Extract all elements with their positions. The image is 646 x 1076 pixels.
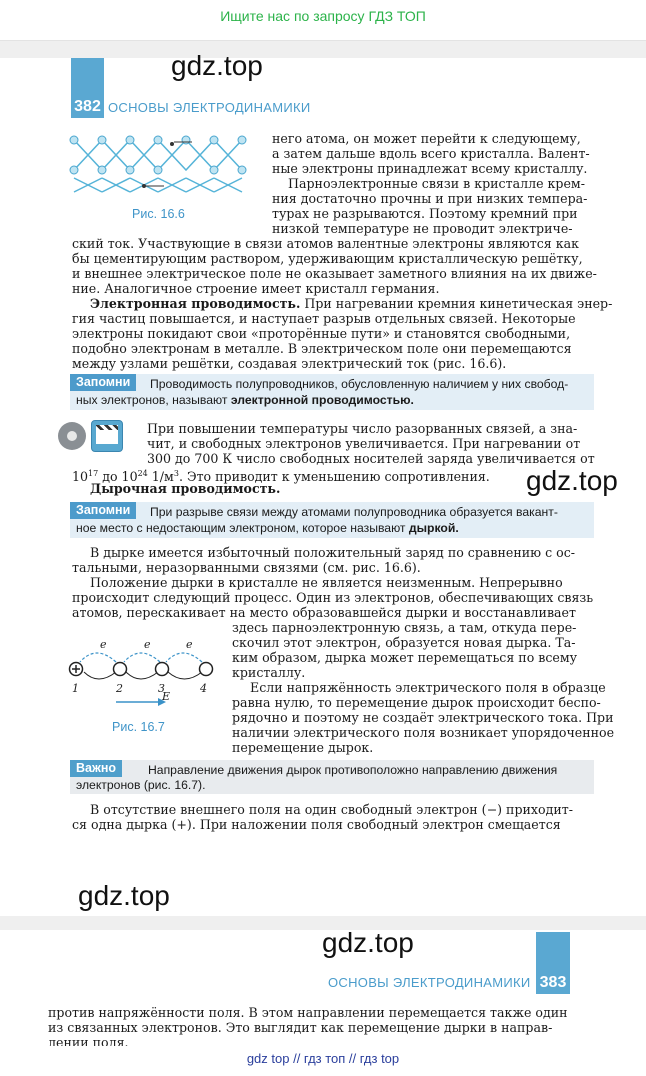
chapter-header: ОСНОВЫ ЭЛЕКТРОДИНАМИКИ [328, 975, 531, 990]
important-line: электронов (рис. 16.7). [76, 778, 206, 792]
important-line: Направление движения дырок противоположно направлению движения [148, 763, 558, 777]
text-line: Положение дырки в кристалле не является неизменным. Непрерывно [90, 575, 563, 590]
text-line: лении поля. [48, 1035, 129, 1046]
text-line: происходит следующий процесс. Один из электронов, обеспечивающих связь [72, 590, 594, 605]
important-tag: Важно [70, 760, 122, 777]
remember-tag: Запомни [70, 502, 136, 519]
remember-line [76, 393, 414, 408]
text-span: до 10 [98, 469, 138, 485]
hole-movement-figure [66, 632, 216, 712]
text-line: кристаллу. [232, 665, 306, 680]
bottom-footer [0, 1046, 646, 1076]
remember-tag: Запомни [70, 374, 136, 391]
text-line: наличии электрического поля возникает упорядоченное [232, 725, 615, 740]
footer-links[interactable]: gdz top // гдз топ // гдз top [246, 1051, 400, 1066]
text-line: а затем дальше вдоль всего кристалла. Валент- [272, 146, 590, 161]
banner-text[interactable]: Ищите нас по запросу ГДЗ ТОП [220, 8, 426, 24]
text-line: ким образом, дырка может перемещаться по всему [232, 650, 578, 665]
text-line: В отсутствие внешнего поля на один свободный электрон (−) приходит- [90, 802, 573, 817]
remember-line: Проводимость полупроводников, обусловленную наличием у них свобод- [150, 377, 569, 391]
text-line: электроны покидают свои «проторённые пути» и становятся свободными, [72, 326, 571, 341]
electron-label: e [100, 638, 107, 651]
figure-caption-16-7: Рис. 16.7 [112, 720, 165, 734]
section-heading: Электронная проводимость. [90, 296, 301, 311]
remember-line: При разрыве связи между атомами полупроводника образуется вакант- [150, 505, 558, 519]
text-span: 1/м [147, 469, 174, 485]
atom-label: 1 [72, 682, 79, 695]
text-line: атомов, перескакивает на место образовавшейся дырки и восстанавливает [72, 605, 576, 620]
text-line: При повышении температуры число разорванных связей, а зна- [147, 421, 578, 436]
text-line: ние. Аналогичное строение имеет кристалл германия. [72, 281, 440, 296]
text-line: ский ток. Участвующие в связи атомов валентные электроны являются как [72, 236, 579, 251]
text-line [90, 296, 612, 311]
text-line: ные электроны принадлежат всему кристаллу. [272, 161, 588, 176]
disc-icon[interactable] [58, 422, 86, 450]
text-line: между узлами решётки, создавая электрический ток (рис. 16.6). [72, 356, 507, 371]
text-line: скочил этот электрон, образуется новая дырка. Та- [232, 635, 576, 650]
text-line: бы цементирующим раствором, удерживающим кристаллическую решётку, [72, 251, 583, 266]
text-line: гия частиц повышается, и наступает разрыв отдельных связей. Некоторые [72, 311, 576, 326]
bold-term: электронной проводимостью. [230, 393, 414, 407]
exponent: 17 [88, 469, 99, 478]
remember-box [70, 502, 594, 538]
atom-label: 3 [158, 682, 165, 695]
text-line: тальными, неразорванными связями (см. рис. 16.6). [72, 560, 421, 575]
page-382 [0, 50, 646, 916]
text-line: В дырке имеется избыточный положительный заряд по сравнению с ос- [90, 545, 576, 560]
section-heading [90, 481, 280, 496]
atom-label: 2 [116, 682, 123, 695]
watermark: gdz.top [171, 50, 263, 81]
bold-term: дыркой. [408, 521, 459, 535]
text-line: турах не разрываются. Поэтому кремний при [272, 206, 578, 221]
figure-caption-16-6: Рис. 16.6 [132, 207, 185, 221]
text-line: Парноэлектронные связи в кристалле крем- [288, 176, 585, 191]
field-label: E [162, 690, 171, 703]
text-span: ное место с недостающим электроном, которое называют [76, 521, 409, 535]
text-line: 300 до 700 К число свободных носителей заряда увеличивается от [147, 451, 595, 466]
text-line: него атома, он может перейти к следующему, [272, 131, 581, 146]
page-number [71, 58, 104, 118]
page-number-text: 382 [74, 98, 101, 115]
text-span: . Это приводит к уменьшению сопротивления. [178, 469, 490, 485]
text-line: равна нулю, то перемещение дырок происходит беспо- [232, 695, 601, 710]
text-line: Если напряжённость электрического поля в образце [250, 680, 606, 695]
text-line: подобно электронам в металле. В электрическом поле они перемещаются [72, 341, 572, 356]
remember-box [70, 374, 594, 410]
text-span: ных электронов, называют [76, 393, 231, 407]
text-line: рядочно и поэтому не создаёт электрического тока. При [232, 710, 614, 725]
text-span: 10 [72, 469, 89, 485]
text-line: перемещение дырок. [232, 740, 374, 755]
electron-label: e [144, 638, 151, 651]
electron-label: e [186, 638, 193, 651]
text-line: и внешнее электрическое поле не оказывает заметного влияния на их движе- [72, 266, 597, 281]
remember-line [76, 521, 459, 536]
exponent: 24 [137, 469, 148, 478]
text-line: из связанных электронов. Это выглядит как перемещение дырки в направ- [48, 1020, 553, 1035]
video-icon[interactable] [91, 420, 123, 452]
text-line: низкой температуре не проводит электриче- [272, 221, 573, 236]
text-span: При нагревании кремния кинетическая энер- [300, 296, 613, 311]
page-number [536, 932, 570, 994]
chapter-header: ОСНОВЫ ЭЛЕКТРОДИНАМИКИ [108, 100, 311, 115]
atom-label: 4 [200, 682, 207, 695]
exponent: 3 [173, 469, 179, 478]
bold-heading: Дырочная проводимость. [90, 481, 281, 496]
watermark: gdz.top [526, 465, 618, 496]
important-box [70, 760, 594, 794]
watermark: gdz.top [78, 880, 170, 911]
text-line: ния достаточно прочны и при низких темпера- [272, 191, 588, 206]
watermark: gdz.top [322, 930, 414, 958]
text-line: ся одна дырка (+). При наложении поля свободный электрон смещается [72, 817, 561, 832]
top-banner [0, 0, 646, 41]
text-line: здесь парноэлектронную связь, а там, откуда пере- [232, 620, 577, 635]
text-line: против напряжённости поля. В этом направлении перемещается также один [48, 1005, 568, 1020]
text-line: чит, и свободных электронов увеличивается. При нагревании от [147, 436, 581, 451]
page-383 [0, 930, 646, 1046]
page-number-text: 383 [539, 974, 567, 991]
crystal-lattice-figure [68, 130, 268, 196]
